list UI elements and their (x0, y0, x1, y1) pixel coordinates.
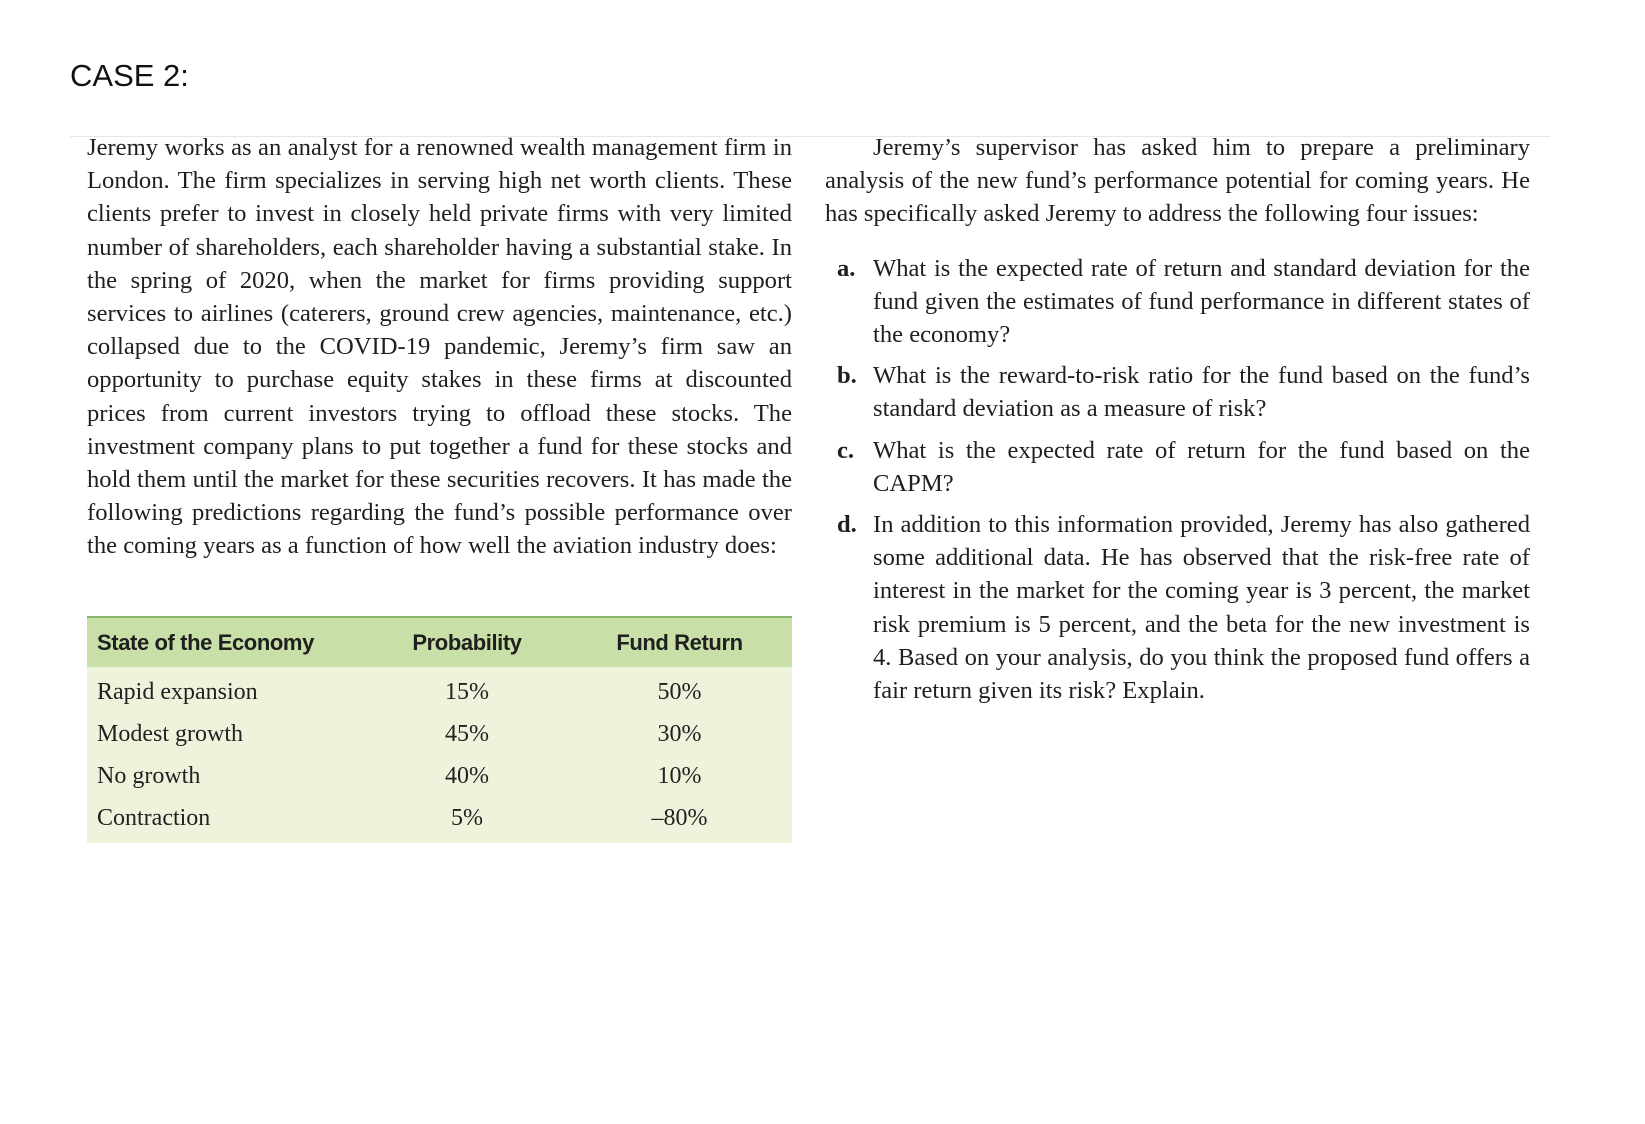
state-cell: Contraction (97, 804, 211, 831)
question-d (825, 508, 1530, 707)
header-state: State of the Economy (87, 617, 367, 667)
header-probability: Probability (367, 617, 567, 667)
return-cell: –80% (651, 804, 708, 831)
state-cell: Rapid expansion (97, 678, 258, 705)
question-label: b. (837, 362, 857, 390)
question-label: d. (837, 511, 857, 539)
question-text: What is the expected rate of return for the fund based on the CAPM? (873, 436, 1530, 497)
right-column (825, 131, 1530, 715)
probability-cell: 40% (445, 762, 489, 789)
return-cell: 10% (657, 762, 702, 789)
supervisor-paragraph: Jeremy’s supervisor has asked him to prepare a preliminary analysis of the new fund’s performance potential for coming years. He has specifically asked Jeremy to address the following four issues: (825, 134, 1530, 228)
table-row (87, 797, 792, 843)
table-row (87, 713, 792, 755)
question-text: What is the expected rate of return and standard deviation for the fund given the estimates of fund performance in different states of the economy? (873, 254, 1530, 349)
state-cell: Modest growth (97, 720, 243, 747)
probability-cell: 15% (445, 678, 489, 705)
question-b (825, 359, 1530, 425)
probability-cell: 45% (445, 720, 489, 747)
case-title: CASE 2: (70, 58, 189, 93)
table-row (87, 667, 792, 713)
question-list (825, 252, 1530, 708)
probability-cell: 5% (451, 804, 483, 831)
fund-performance-table (87, 616, 792, 843)
return-cell: 50% (657, 678, 702, 705)
return-cell: 30% (657, 720, 702, 747)
question-text: In addition to this information provided, Jeremy has also gathered some additional data. He has observed that the risk-free rate of interest in the market for the coming year is 3 percent, the market risk premium is 5 percent, and the beta for the new investment is 4. Based on your analysis, do you think the proposed fund offers a fair return given its risk? Explain. (873, 511, 1530, 705)
state-cell: No growth (97, 762, 201, 789)
left-column (87, 131, 792, 563)
question-label: a. (837, 254, 856, 282)
question-label: c. (837, 436, 855, 464)
question-c (825, 434, 1530, 500)
table-header-row (87, 617, 792, 667)
question-text: What is the reward-to-risk ratio for the fund based on the fund’s standard deviation as a measure of risk? (873, 362, 1530, 423)
header-fund-return: Fund Return (567, 617, 792, 667)
question-a (825, 252, 1530, 352)
table-row (87, 755, 792, 797)
intro-paragraph: Jeremy works as an analyst for a renowned wealth management firm in London. The firm specializes in serving high net worth clients. These clients prefer to invest in closely held private firms with very limited number of shareholders, each shareholder having a substantial stake. In the spring of 2020, when the market for firms providing support services to airlines (caterers, ground crew agencies, maintenance, etc.) collapsed due to the COVID-19 pandemic, Jeremy’s firm saw an opportunity to purchase equity stakes in these firms at discounted prices from current investors trying to offload these stocks. The investment company plans to put together a fund for these stocks and hold them until the market for these securities recovers. It has made the following predictions regarding the fund’s possible performance over the coming years as a function of how well the aviation industry does: (87, 134, 792, 560)
